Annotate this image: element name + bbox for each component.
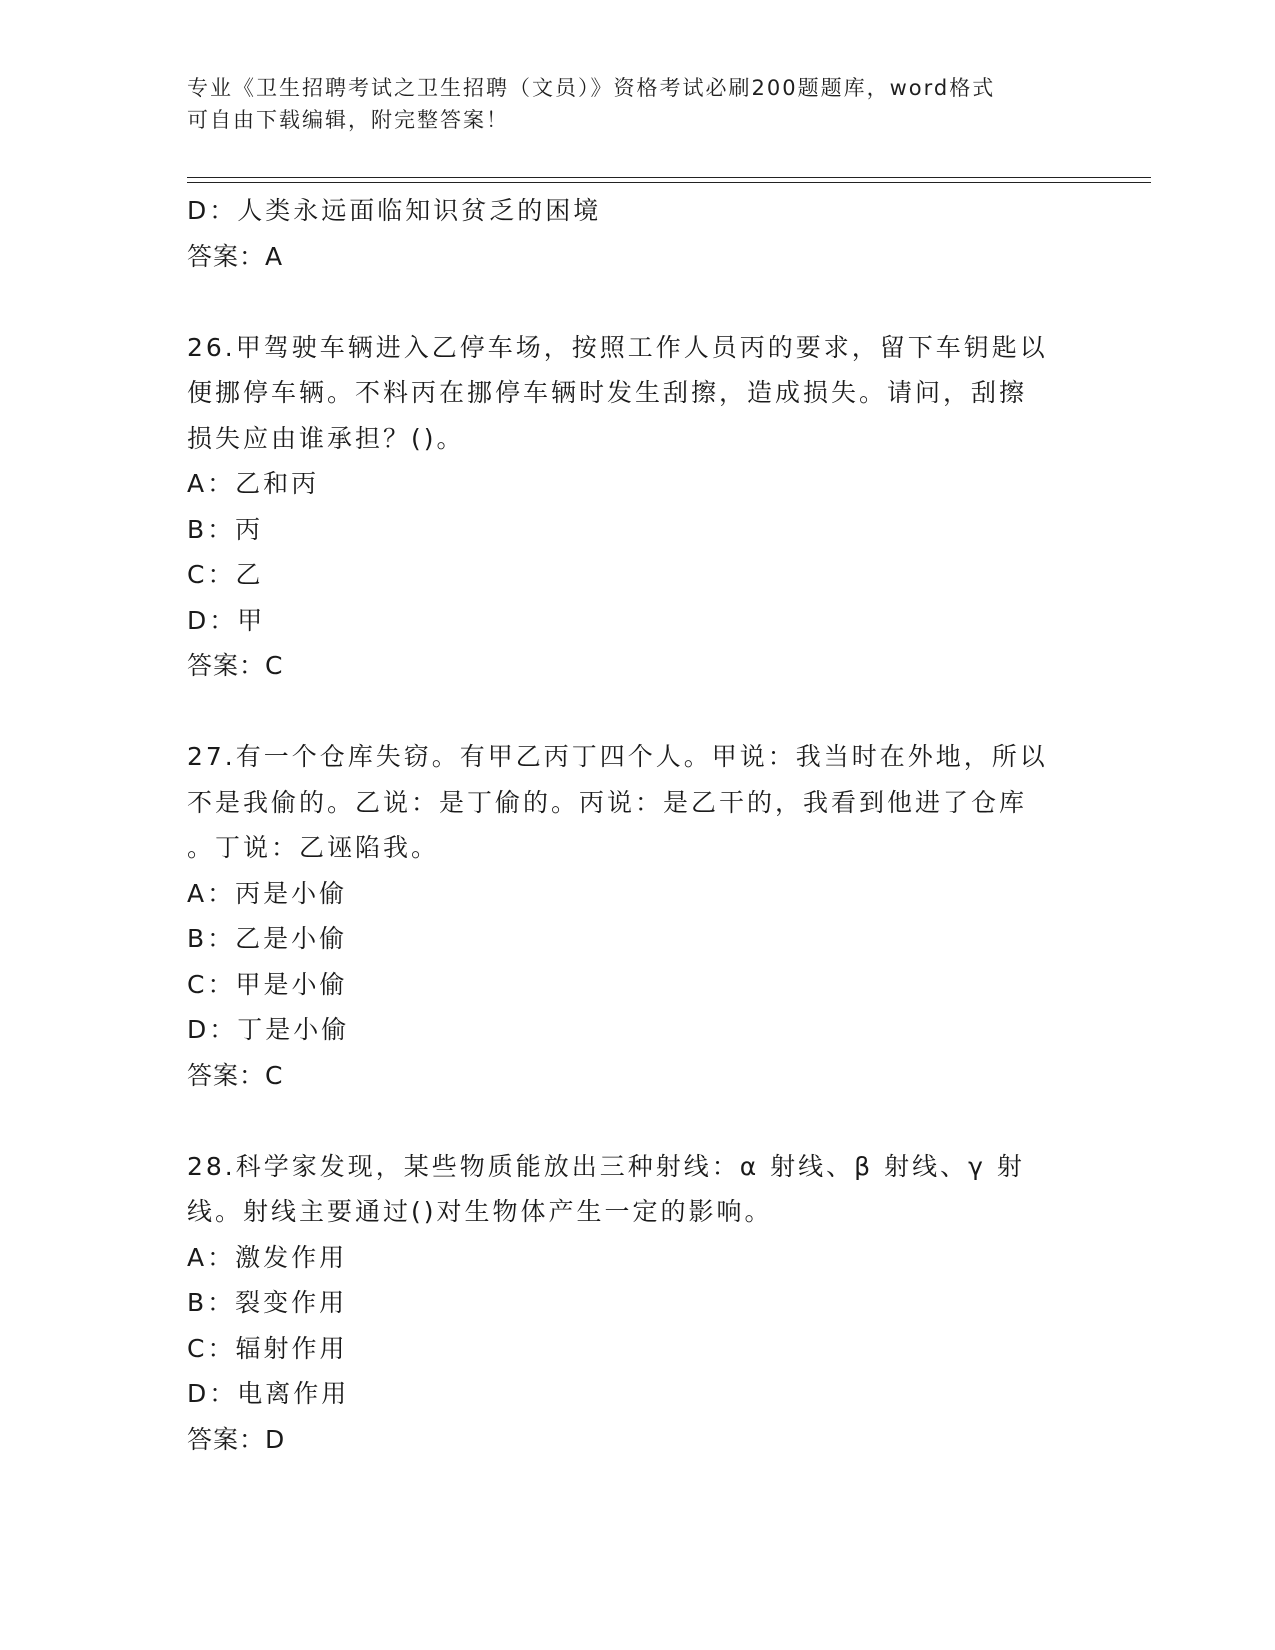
option-b: B：裂变作用 xyxy=(187,1288,348,1317)
question-text-line: 不是我偷的。乙说：是丁偷的。丙说：是乙干的，我看到他进了仓库 xyxy=(187,787,1028,817)
answer-line: 答案：D xyxy=(187,1424,286,1454)
option-d: D：丁是小偷 xyxy=(187,1015,350,1044)
previous-question-tail xyxy=(187,188,1067,279)
header-line-2: 可自由下载编辑，附完整答案！ xyxy=(187,108,509,132)
option-b: B：丙 xyxy=(187,514,264,544)
question-28 xyxy=(187,1144,1067,1463)
option-d: D：甲 xyxy=(187,605,266,635)
header-rule-bottom xyxy=(187,182,1151,183)
spacer xyxy=(187,279,1067,325)
question-text-line: 损失应由谁承担？()。 xyxy=(187,423,465,453)
question-text-line: 便挪停车辆。不料丙在挪停车辆时发生刮擦，造成损失。请问，刮擦 xyxy=(187,378,1028,407)
option-b: B：乙是小偷 xyxy=(187,924,348,953)
question-text-line: 27.有一个仓库失窃。有甲乙丙丁四个人。甲说：我当时在外地，所以 xyxy=(187,742,1048,771)
question-text-line: 28.科学家发现，某些物质能放出三种射线：α 射线、β 射线、γ 射 xyxy=(187,1151,1025,1181)
document-header xyxy=(187,72,1067,136)
question-text-line: 26.甲驾驶车辆进入乙停车场，按照工作人员丙的要求，留下车钥匙以 xyxy=(187,332,1048,362)
question-text-line: 线。射线主要通过()对生物体产生一定的影响。 xyxy=(187,1197,773,1226)
question-text-line: 。丁说：乙诬陷我。 xyxy=(187,833,440,862)
answer-line: 答案：C xyxy=(187,1060,284,1090)
spacer xyxy=(187,689,1067,735)
answer-line: 答案：C xyxy=(187,651,284,680)
option-a: A：激发作用 xyxy=(187,1242,348,1272)
question-list xyxy=(187,188,1067,1462)
option-c: C：乙 xyxy=(187,560,264,589)
option-a: A：乙和丙 xyxy=(187,469,320,498)
option-c: C：甲是小偷 xyxy=(187,969,348,999)
question-27 xyxy=(187,734,1067,1098)
spacer xyxy=(187,1098,1067,1144)
header-rule-top xyxy=(187,177,1151,178)
answer-line: 答案：A xyxy=(187,241,284,271)
header-line-1: 专业《卫生招聘考试之卫生招聘（文员）》资格考试必刷200题题库，word格式 xyxy=(187,76,996,100)
option-a: A：丙是小偷 xyxy=(187,878,348,908)
option-d: D：人类永远面临知识贫乏的困境 xyxy=(187,196,602,225)
option-c: C：辐射作用 xyxy=(187,1333,348,1363)
option-d: D：电离作用 xyxy=(187,1379,350,1408)
question-26 xyxy=(187,325,1067,689)
